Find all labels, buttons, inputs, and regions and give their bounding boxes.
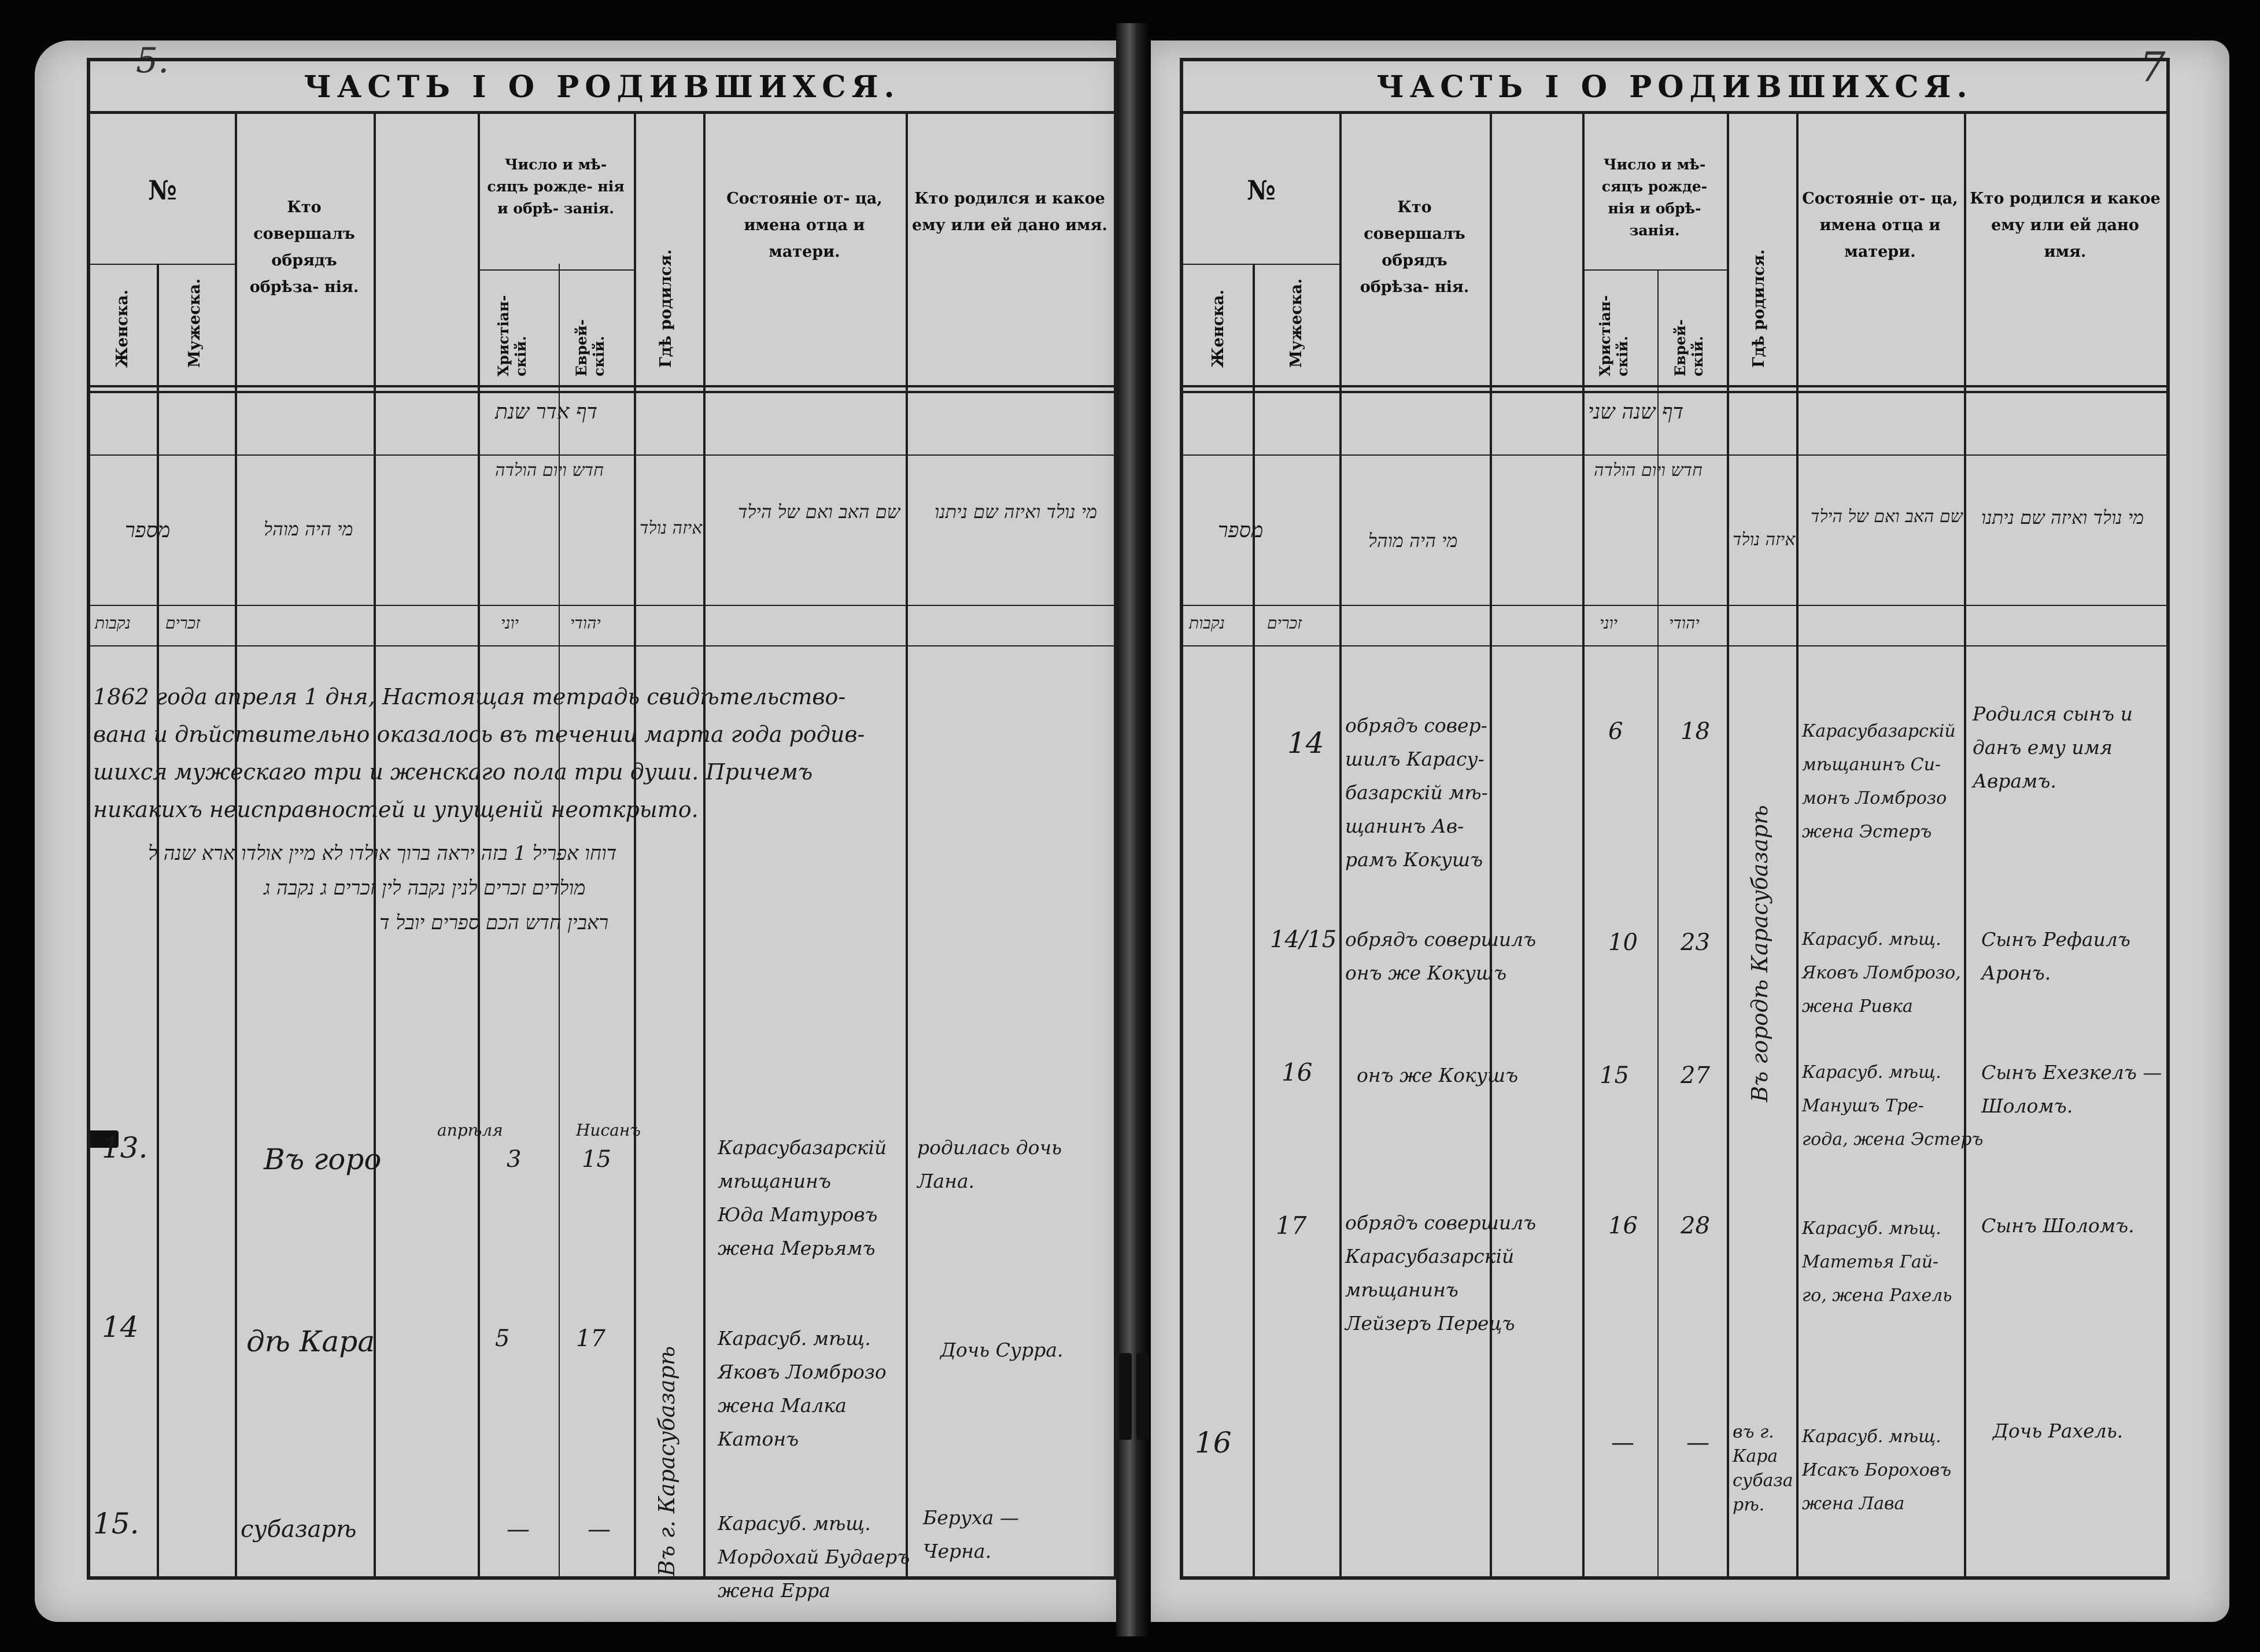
hebrew-header-christian: יוני [501,614,519,633]
row-day-jewish: 17 [576,1325,605,1352]
row-day-jewish: 27 [1681,1062,1710,1089]
row-number: 14 [102,1310,139,1344]
row-performer: обрядъ совершилъ онъ же Кокушъ [1345,928,1537,984]
row-parents: Карасуб. мѣщ. Матетья Гай- го, жена Рахель [1802,1218,1952,1306]
corner-mark: 5. [136,40,169,81]
row-performer: онъ же Кокушъ [1357,1064,1519,1086]
row-parents: Карасуб. мѣщ. Яковъ Ломброзо жена Малка Катонъ [718,1327,887,1450]
hebrew-section-title: דף אדר שנת [495,400,598,424]
row-birthplace: въ г. Кара субаза рѣ. [1733,1422,1793,1515]
hebrew-section-title: דף שנה שני [1588,400,1684,424]
row-performer: дѣ Кара [246,1325,375,1358]
row-day-christian: — [507,1516,530,1543]
row-parents: Карасуб. мѣщ. Яковъ Ломброзо, жена Ривка [1802,929,1961,1017]
header-female: Женска. [113,289,131,368]
header-date: Число и мѣ- сяцъ рожде- нія и обрѣ- занія. [487,156,625,217]
row-child: Сынъ Шоломъ. [1981,1214,2135,1237]
hebrew-header-male: זכרים [1267,614,1302,633]
row-parents: Карасуб. мѣщ. Исакъ Бороховъ жена Лава [1802,1426,1952,1514]
row-day-jewish: 18 [1681,718,1710,745]
inspection-note-line-2: вана и дѣйствительно оказалось въ течении марта года родив- [93,722,865,747]
hebrew-note-line-3: ראבין חדש הכם ספרים יובל ד [379,911,609,934]
hebrew-header-birthplace: איזה נולד [1733,530,1796,550]
row-parents: Карасуб. мѣщ. Манушъ Тре- года, жена Эстеръ [1802,1062,1984,1150]
page-number: 7 [2140,43,2166,91]
hebrew-header-male: זכרים [165,614,201,633]
row-number: 13. [102,1131,148,1165]
row-number: 14 [1287,726,1324,760]
hebrew-header-performer: מי היה מוהל [1368,530,1458,552]
hebrew-header-child: מי נולד ואיזה שם ניתנו [935,501,1098,523]
row-day-christian: 15 [1600,1062,1629,1089]
row-day-jewish: 28 [1681,1213,1710,1239]
row-month-jewish: Нисанъ [576,1121,641,1140]
row-day-christian: 16 [1608,1213,1638,1239]
row-performer: обрядъ совершилъ Карасубазарскій мѣщанинъ Лейзеръ Перецъ [1345,1211,1537,1335]
row-parents: Карасуб. мѣщ. Мордохай Будаеръ жена Ерра [718,1512,910,1602]
hebrew-header-date: חדש ויום הולדה [1594,460,1703,481]
row-child: Сынъ Рефаилъ Аронъ. [1981,928,2130,984]
header-birthplace: Гдѣ родился. [657,249,675,368]
header-child: Кто родился и какое ему или ей дано имя. [1970,190,2161,261]
hebrew-header-birthplace: איזה נולד [640,518,703,538]
hebrew-header-christian: יוני [1600,614,1618,633]
hebrew-header-number: מספר [125,519,171,542]
inspection-note-line-4: никакихъ неисправностей и упущеній неоткрыто. [93,797,699,822]
hebrew-header-parents: שם האב ואם של הילד [1811,507,1963,527]
header-male: Мужеска. [1287,278,1305,368]
hebrew-note-line-1: דוחו אפריל 1 בזה יראה ברוך אולדו לא מיין אולדו ארא שנה ל [148,842,617,865]
row-child: Дочь Сурра. [940,1339,1063,1361]
row-day-christian: 6 [1608,718,1623,745]
hebrew-header-parents: שם האב ואם של הילד [738,501,900,523]
row-day-christian: 10 [1608,929,1638,956]
row-child: Дочь Рахель. [1993,1420,2124,1442]
header-parents: Состояніе от- ца, имена отца и матери. [726,190,882,261]
header-date: Число и мѣ- сяцъ рожде- нія и обрѣ- занія. [1601,156,1708,239]
hebrew-header-performer: מי היה מוהל [264,518,353,540]
row-day-jewish: — [588,1516,611,1543]
row-number: 16 [1195,1426,1232,1459]
row-performer: обрядъ совер- шилъ Карасу- базарскій мѣ- щанинъ Ав- рамъ Кокушъ [1345,714,1488,871]
left-register-table [87,58,1117,1602]
header-male: Мужеска. [186,278,204,368]
header-parents: Состояніе от- ца, имена отца и матери. [1802,190,1958,261]
hebrew-header-female: נקבות [95,614,131,633]
inspection-note-line-1: 1862 года апреля 1 дня, Настоящая тетрадь свидѣтельство- [93,684,846,709]
row-parents: Карасубазарскій мѣщанинъ Юда Матуровъ жена Мерьямъ [718,1136,887,1259]
row-day-jewish: 15 [582,1146,611,1173]
row-day-jewish: — [1686,1429,1709,1456]
row-day-jewish: 23 [1681,929,1710,956]
header-female: Женска. [1209,289,1227,368]
binding-clip [1119,1353,1132,1440]
row-number: 14/15 [1270,926,1337,953]
binding-clip [1136,1353,1149,1440]
hebrew-header-date: חדש ויום הולדה [495,460,604,481]
page-title: ЧАСТЬ I О РОДИВШИХСЯ. [1183,61,2166,114]
row-number: 15. [93,1507,139,1540]
inspection-note-line-3: шихся мужескаго три и женскаго пола три души. Причемъ [93,759,813,785]
header-performer: Кто совершалъ обрядъ обрѣза- нія. [1360,198,1469,296]
hebrew-note-line-2: מולדים זכרים לנין נקבה לין זכרים ג נקבה ג [264,877,586,900]
row-child: Родился сынъ и данъ ему имя Аврамъ. [1973,703,2133,792]
row-day-christian: 3 [507,1146,522,1173]
row-performer: субазарѣ [241,1516,357,1543]
header-performer: Кто совершалъ обрядъ обрѣза- нія. [249,198,359,296]
birthplace-vertical: Въ г. Карасубазарѣ [654,1346,680,1576]
row-performer: Въ горо [264,1143,382,1176]
row-child: Беруха — Черна. [923,1506,1019,1562]
header-christian: Христіан- скій. [495,295,529,376]
row-day-christian: — [1611,1429,1634,1456]
header-number: № [1247,175,1276,206]
row-parents: Карасубазарскій мѣщанинъ Си- монъ Ломброзо жена Эстеръ [1802,721,1956,842]
row-child: Сынъ Ехезкелъ — Шоломъ. [1981,1061,2162,1117]
header-jewish: Еврей- скій. [573,319,607,376]
hebrew-header-jewish: יהודי [570,614,601,633]
hebrew-header-number: מספר [1218,519,1264,542]
page-title: ЧАСТЬ I О РОДИВШИХСЯ. [90,61,1114,114]
hebrew-header-jewish: יהודי [1669,614,1700,633]
row-day-christian: 5 [495,1325,510,1352]
hebrew-header-child: מי נולד ואיזה שם ניתנו [1981,507,2144,529]
header-jewish: Еврей- скій. [1672,319,1706,376]
header-christian: Христіан- скій. [1597,295,1631,376]
row-month-christian: апрѣля [437,1121,503,1140]
row-number: 17 [1276,1211,1307,1240]
birthplace-vertical: Въ городѣ Карасубазарѣ [1747,805,1772,1102]
header-number: № [148,175,177,206]
right-register-table [1180,58,2170,1580]
header-child: Кто родился и какое ему или ей дано имя. [912,190,1107,234]
row-child: родилась дочь Лана. [917,1136,1062,1192]
header-birthplace: Гдѣ родился. [1750,249,1768,368]
hebrew-header-female: נקבות [1189,614,1225,633]
row-number: 16 [1282,1058,1313,1086]
